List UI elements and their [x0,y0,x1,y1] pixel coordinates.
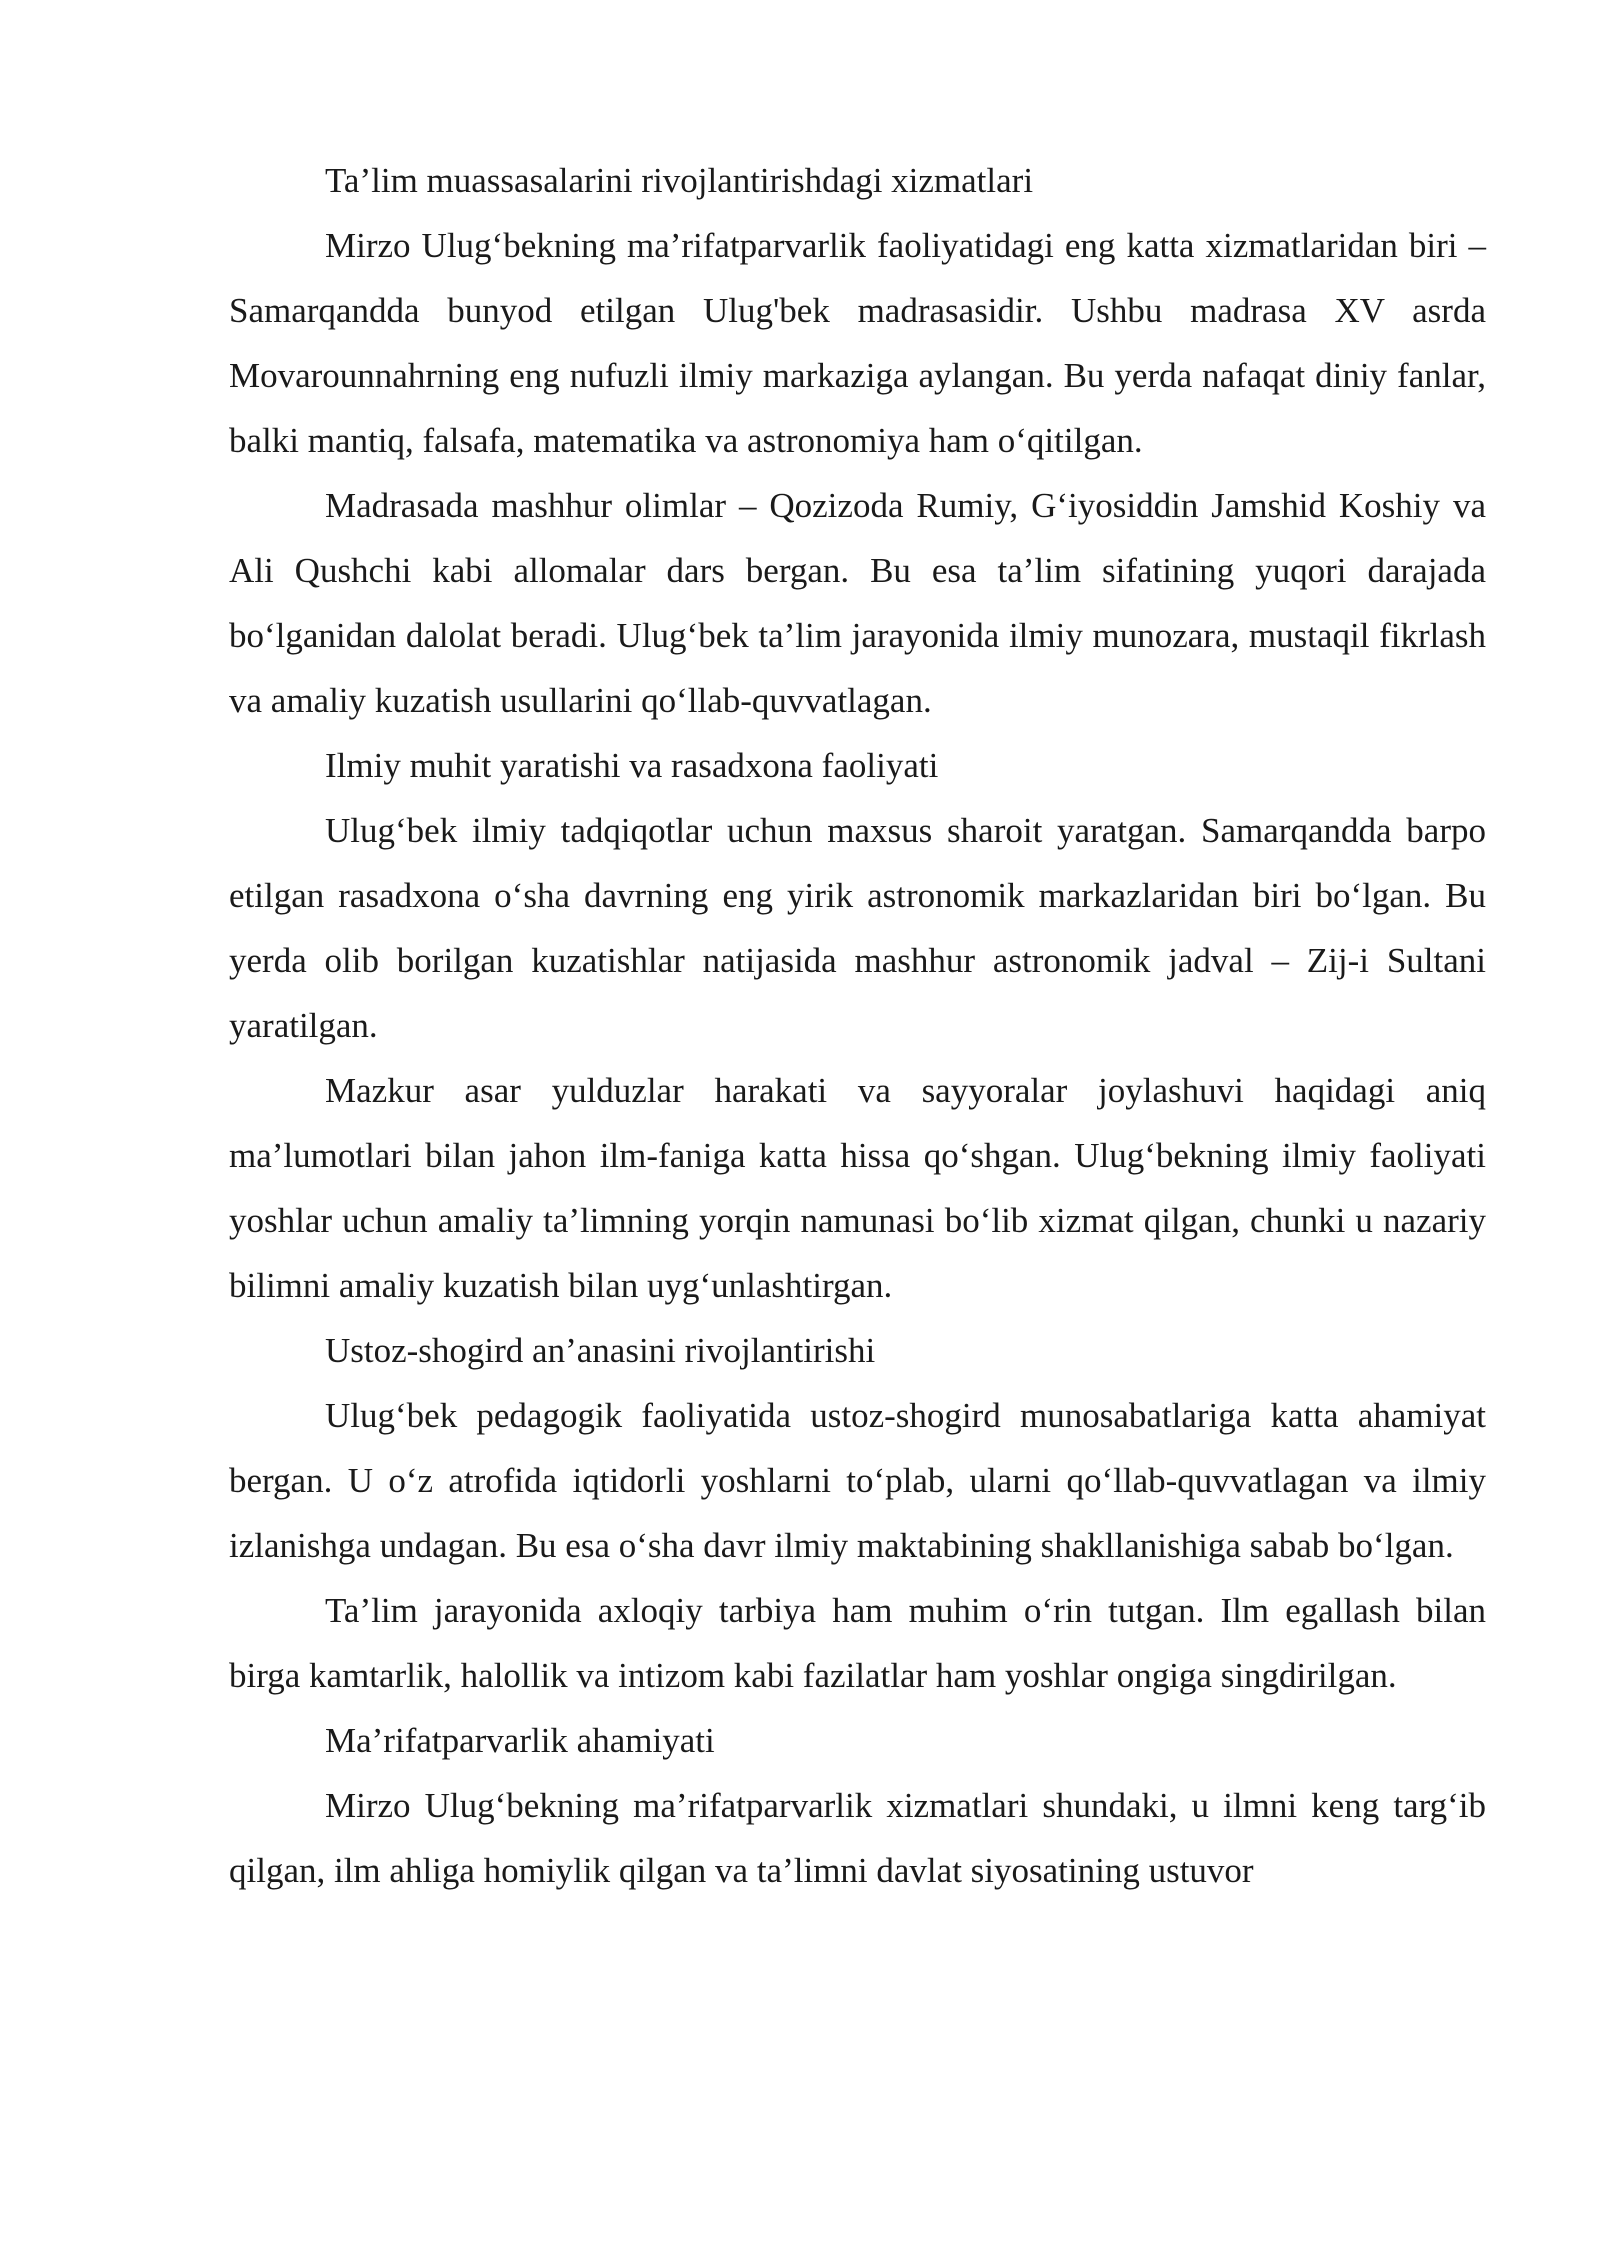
paragraph-madrasa-founding: Mirzo Ulug‘bekning ma’rifatparvarlik faoliyatidagi eng katta xizmatlaridan biri – Samarqandda bunyod etilgan Ulug'bek madrasasidir. Ushbu madrasa XV asrda Movarounnahrning eng nufuzli ilmiy markaziga aylangan. Bu yerda nafaqat diniy fanlar, balki mantiq, falsafa, matematika va astronomiya ham o‘qitilgan. [229,226,1486,460]
section-heading-mentorship: Ustoz-shogird an’anasini rivojlantirishi [325,1331,876,1370]
paragraph-enlightenment-services: Mirzo Ulug‘bekning ma’rifatparvarlik xizmatlari shundaki, u ilmni keng targ‘ib qilgan, ilm ahliga homiylik qilgan va ta’limni davlat siyosatining ustuvor [229,1786,1486,1890]
paragraph-madrasa-scholars: Madrasada mashhur olimlar – Qozizoda Rumiy, G‘iyosiddin Jamshid Koshiy va Ali Qushchi kabi allomalar dars bergan. Bu esa ta’lim sifatining yuqori darajada bo‘lganidan dalolat beradi. Ulug‘bek ta’lim jarayonida ilmiy munozara, mustaqil fikrlash va amaliy kuzatish usullarini qo‘llab-quvvatlagan. [229,486,1486,720]
section-heading-education-institutions: Ta’lim muassasalarini rivojlantirishdagi xizmatlari [325,161,1034,200]
paragraph-moral-education: Ta’lim jarayonida axloqiy tarbiya ham muhim o‘rin tutgan. Ilm egallash bilan birga kamtarlik, halollik va intizom kabi fazilatlar ham yoshlar ongiga singdirilgan. [229,1591,1486,1695]
paragraph-mentorship: Ulug‘bek pedagogik faoliyatida ustoz-shogird munosabatlariga katta ahamiyat bergan. U o‘z atrofida iqtidorli yoshlarni to‘plab, ularni qo‘llab-quvvatlagan va ilmiy izlanishga undagan. Bu esa o‘sha davr ilmiy maktabining shakllanishiga sabab bo‘lgan. [229,1396,1486,1565]
paragraph-zij-contribution: Mazkur asar yulduzlar harakati va sayyoralar joylashuvi haqidagi aniq ma’lumotlari bilan jahon ilm-faniga katta hissa qo‘shgan. Ulug‘bekning ilmiy faoliyati yoshlar uchun amaliy ta’limning yorqin namunasi bo‘lib xizmat qilgan, chunki u nazariy bilimni amaliy kuzatish bilan uyg‘unlashtirgan. [229,1071,1486,1305]
section-heading-enlightenment-significance: Ma’rifatparvarlik ahamiyati [325,1721,715,1760]
paragraph-observatory: Ulug‘bek ilmiy tadqiqotlar uchun maxsus sharoit yaratgan. Samarqandda barpo etilgan rasadxona o‘sha davrning eng yirik astronomik markazlaridan biri bo‘lgan. Bu yerda olib borilgan kuzatishlar natijasida mashhur astronomik jadval – Zij-i Sultani yaratilgan. [229,811,1486,1045]
section-heading-observatory: Ilmiy muhit yaratishi va rasadxona faoliyati [325,746,939,785]
page-body [229,148,1486,1903]
